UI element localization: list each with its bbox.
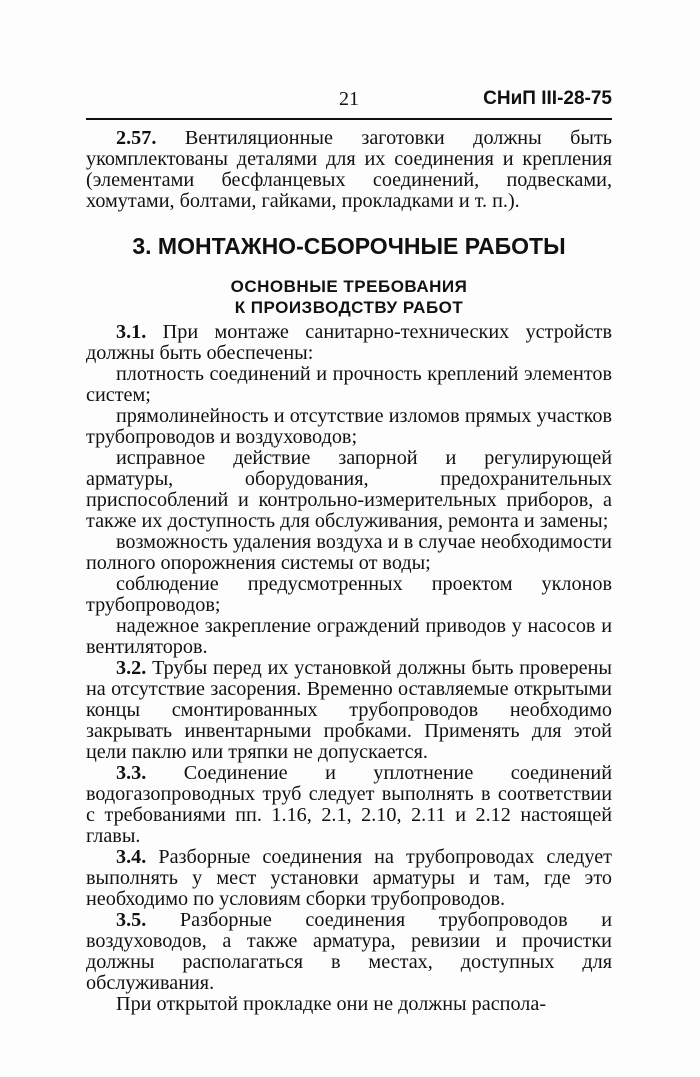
subsection-title-line-1: ОСНОВНЫЕ ТРЕБОВАНИЯ (230, 277, 468, 296)
paragraph-text: Трубы перед их установкой должны быть проверены на отсутствие засорения. Временно оставляемые открытыми концы смонтированных трубопроводов необходимо закрывать инвентарными пробками. Применять для этой цели паклю или тряпки не допускается. (86, 657, 613, 763)
header-rule (86, 118, 612, 120)
paragraph-3-5 (86, 910, 612, 994)
page-number: 21 (339, 88, 359, 110)
list-item: исправное действие запорной и регулирующей арматуры, оборудования, предохранительных приспособлений и контрольно-измерительных приборов, а также их доступность для обслуживания, ремонта и замены; (86, 447, 612, 532)
paragraph-text: Разборные соединения на трубопроводах следует выполнять у мест установки арматуры и там, где это необходимо по условиям сборки трубопроводов. (86, 846, 613, 910)
list-item: надежное закрепление ограждений приводов у насосов и вентиляторов. (86, 615, 612, 658)
paragraph-3-2 (86, 658, 612, 763)
paragraph-number: 3.5. (116, 909, 147, 931)
subsection-title-line-2: К ПРОИЗВОДСТВУ РАБОТ (234, 298, 464, 317)
paragraph-3-3 (86, 763, 612, 847)
paragraph-text: Вентиляционные заготовки должны быть укомплектованы деталями для их соединения и крепления (элементами бесфланцевых соединений, подвесками, хомутами, болтами, гайками, прокладками и т. п.). (86, 127, 613, 212)
paragraph-number: 3.4. (116, 846, 147, 868)
list-item: соблюдение предусмотренных проектом уклонов трубопроводов; (86, 573, 612, 616)
paragraph-3-1 (86, 322, 612, 364)
paragraph-continuation: При открытой прокладке они не должны распола- (116, 993, 547, 1015)
document-code: СНиП III-28-75 (483, 88, 612, 109)
paragraph-3-4 (86, 847, 612, 910)
paragraph-text: При монтаже санитарно-технических устройств должны быть обеспечены: (86, 321, 613, 364)
paragraph-number: 3.1. (116, 321, 147, 343)
paragraph-number: 3.3. (116, 762, 147, 784)
paragraph-text: Соединение и уплотнение соединений водогазопроводных труб следует выполнять в соответствии с требованиями пп. 1.16, 2.1, 2.10, 2.11 и 2.12 настоящей главы. (86, 762, 612, 847)
section-title: 3. МОНТАЖНО-СБОРОЧНЫЕ РАБОТЫ (132, 233, 566, 259)
subsection-title (86, 276, 612, 318)
paragraph-2-57 (86, 128, 612, 212)
list-item: плотность соединений и прочность креплений элементов систем; (86, 363, 612, 406)
paragraph-number: 3.2. (116, 657, 147, 679)
list-item: возможность удаления воздуха и в случае необходимости полного опорожнения системы от воды; (86, 531, 612, 574)
page-header (86, 88, 612, 114)
page-body (86, 128, 612, 1015)
paragraph-number: 2.57. (116, 127, 157, 149)
paragraph-text: Разборные соединения трубопроводов и воздуховодов, а также арматура, ревизии и прочистки должны располагаться в местах, доступных для обслуживания. (86, 909, 613, 994)
list-item: прямолинейность и отсутствие изломов прямых участков трубопроводов и воздуховодов; (86, 405, 612, 448)
